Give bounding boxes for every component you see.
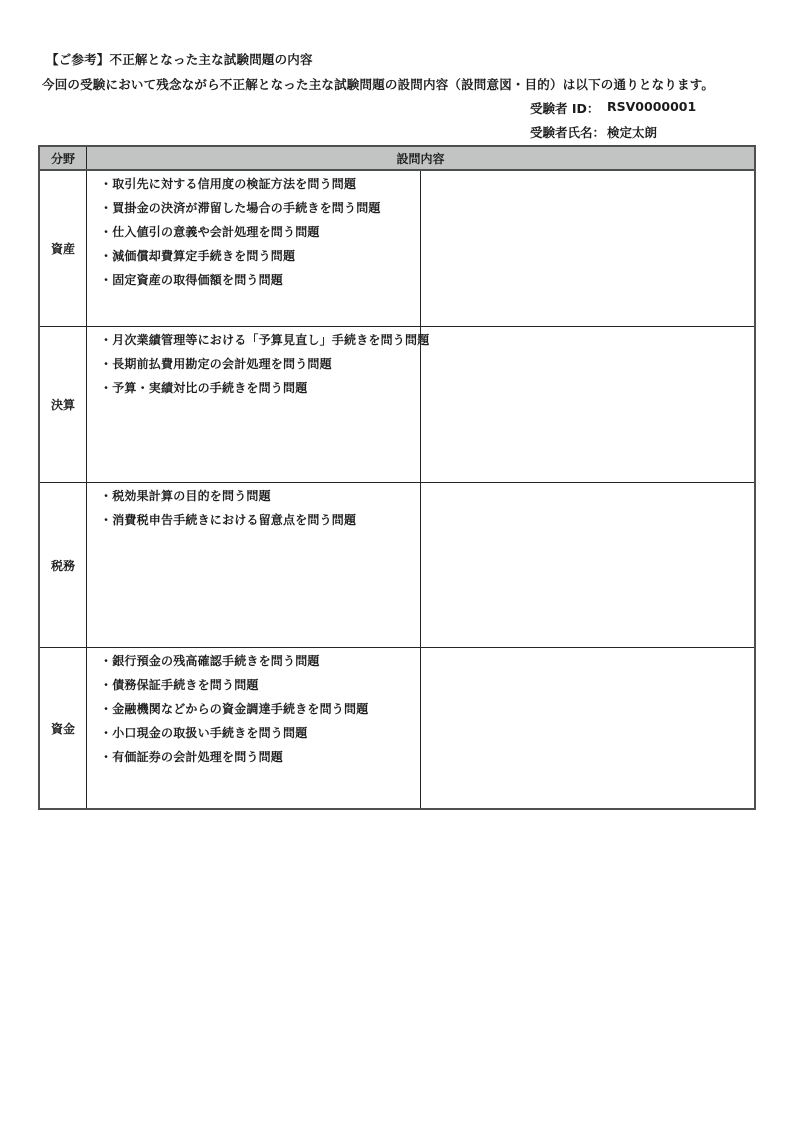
question-item: ・買掛金の決済が滞留した場合の手続きを問う問題 <box>100 201 381 215</box>
question-item: ・固定資産の取得価額を問う問題 <box>100 273 284 287</box>
question-item: ・月次業績管理等における「予算見直し」手続きを問う問題 <box>100 333 430 347</box>
category-label: 資産 <box>40 171 87 326</box>
question-item: ・仕入値引の意義や会計処理を問う問題 <box>100 225 320 239</box>
examinee-name-label: 受験者氏名： <box>530 124 606 140</box>
question-item: ・有価証券の会計処理を問う問題 <box>100 750 284 764</box>
examinee-name-value: 検定太朗 <box>607 124 658 140</box>
examinee-info <box>530 99 696 146</box>
row-content <box>87 483 754 647</box>
empty-cell <box>421 327 755 482</box>
examinee-id-row <box>530 99 696 123</box>
row-content <box>87 171 754 326</box>
header-category: 分野 <box>40 147 87 169</box>
page-title: 【ご参考】不正解となった主な試験問題の内容 <box>46 52 313 67</box>
question-item: ・長期前払費用勘定の会計処理を問う問題 <box>100 357 332 371</box>
table-header-row <box>40 147 754 171</box>
examinee-id-label: 受験者 ID： <box>530 101 600 116</box>
page-description: 今回の受験において残念ながら不正解となった主な試験問題の設問内容（設問意図・目的）は以下の通りとなります。 <box>42 77 715 92</box>
question-item: ・小口現金の取扱い手続きを問う問題 <box>100 726 308 740</box>
row-content <box>87 648 754 808</box>
examinee-id-value: RSV0000001 <box>607 99 697 114</box>
header-question-content: 設問内容 <box>396 151 445 166</box>
question-item: ・税効果計算の目的を問う問題 <box>100 489 271 503</box>
question-list <box>87 648 421 808</box>
incorrect-questions-table <box>38 145 756 810</box>
empty-cell <box>421 171 755 326</box>
examinee-name-row <box>530 123 696 147</box>
question-item: ・取引先に対する信用度の検証方法を問う問題 <box>100 177 357 191</box>
row-content <box>87 327 754 482</box>
question-list <box>87 327 430 482</box>
question-item: ・金融機関などからの資金調達手続きを問う問題 <box>100 702 369 716</box>
empty-cell <box>421 483 755 647</box>
category-label: 税務 <box>40 483 87 647</box>
table-row-assets <box>40 171 754 327</box>
table-row-settlement <box>40 327 754 483</box>
question-list <box>87 171 421 326</box>
question-item: ・予算・実績対比の手続きを問う問題 <box>100 381 308 395</box>
category-label: 決算 <box>40 327 87 482</box>
table-row-funds <box>40 648 754 808</box>
empty-cell <box>421 648 755 808</box>
question-item: ・債務保証手続きを問う問題 <box>100 678 259 692</box>
question-item: ・減価償却費算定手続きを問う問題 <box>100 249 296 263</box>
question-list <box>87 483 421 647</box>
question-item: ・消費税申告手続きにおける留意点を問う問題 <box>100 513 357 527</box>
table-row-tax <box>40 483 754 648</box>
category-label: 資金 <box>40 648 87 808</box>
question-item: ・銀行預金の残高確認手続きを問う問題 <box>100 654 320 668</box>
